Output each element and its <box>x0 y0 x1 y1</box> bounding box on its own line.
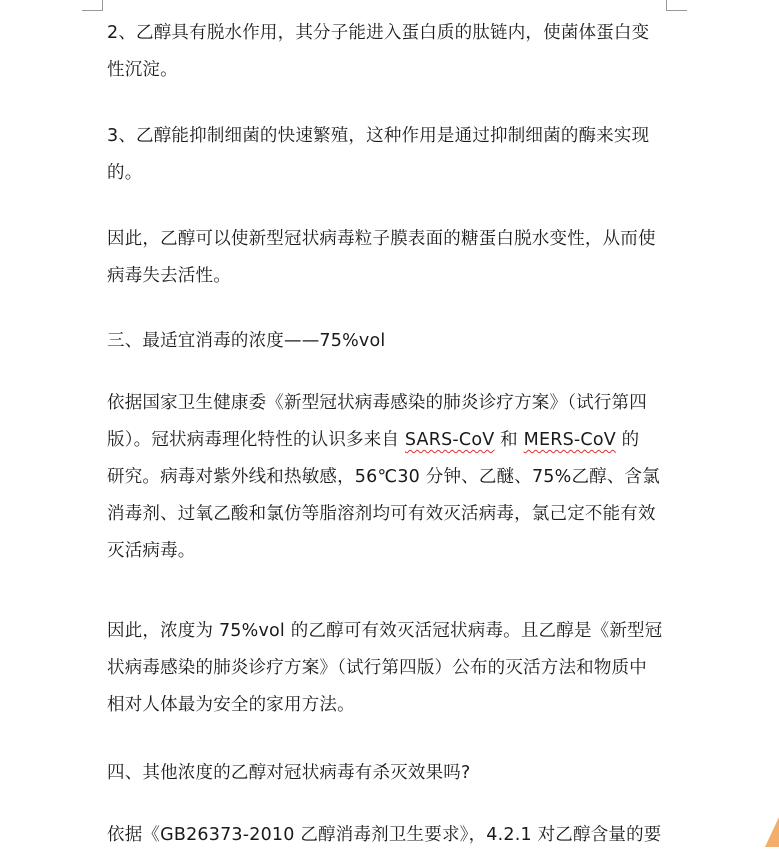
section-heading-4[interactable] <box>107 755 667 792</box>
spellcheck-word: SARS-CoV <box>404 430 495 450</box>
spellcheck-word: MERS-CoV <box>523 430 616 450</box>
paragraph-health-commission[interactable] <box>107 385 667 570</box>
paragraph-gb-standard[interactable] <box>107 817 667 854</box>
text-line: 依据国家卫生健康委《新型冠状病毒感染的肺炎诊疗方案》（试行第四 <box>107 393 647 413</box>
paragraph-ethanol-dehydration[interactable] <box>107 15 667 89</box>
corner-decoration <box>765 817 779 847</box>
text-line: 研究。病毒对紫外线和热敏感，56℃30 分钟、乙醚、75%乙醇、含氯 <box>107 467 660 487</box>
text-line: 状病毒感染的肺炎诊疗方案》（试行第四版）公布的灭活方法和物质中 <box>107 658 647 678</box>
paragraph-bacteria-inhibit[interactable] <box>107 118 667 192</box>
margin-mark-right <box>666 0 687 11</box>
text-line: 消毒剂、过氧乙酸和氯仿等脂溶剂均可有效灭活病毒，氯己定不能有效 <box>107 504 656 524</box>
text-line: 性沉淀。 <box>107 60 178 80</box>
text-line: 版）。冠状病毒理化特性的认识多来自 SARS-CoV 和 MERS-CoV 的 <box>107 430 640 450</box>
text-line: 因此，乙醇可以使新型冠状病毒粒子膜表面的糖蛋白脱水变性，从而使 <box>107 229 656 249</box>
text-line: 灭活病毒。 <box>107 541 196 561</box>
text-line: 的。 <box>107 163 143 183</box>
heading-text: 三、最适宜消毒的浓度——75%vol <box>107 331 386 351</box>
margin-mark-left <box>82 0 103 11</box>
text-line: 依据《GB26373-2010 乙醇消毒剂卫生要求》，4.2.1 对乙醇含量的要 <box>107 825 662 845</box>
paragraph-conclusion-2[interactable] <box>107 613 667 724</box>
heading-text: 四、其他浓度的乙醇对冠状病毒有杀灭效果吗? <box>107 763 471 783</box>
text-line: 病毒失去活性。 <box>107 266 231 286</box>
text-line: 因此，浓度为 75%vol 的乙醇可有效灭活冠状病毒。且乙醇是《新型冠 <box>107 621 663 641</box>
section-heading-3[interactable] <box>107 323 667 360</box>
text-line: 相对人体最为安全的家用方法。 <box>107 695 355 715</box>
text-line: 3、乙醇能抑制细菌的快速繁殖，这种作用是通过抑制细菌的酶来实现 <box>107 126 650 146</box>
text-line: 2、乙醇具有脱水作用，其分子能进入蛋白质的肽链内，使菌体蛋白变 <box>107 23 650 43</box>
paragraph-conclusion-1[interactable] <box>107 221 667 295</box>
